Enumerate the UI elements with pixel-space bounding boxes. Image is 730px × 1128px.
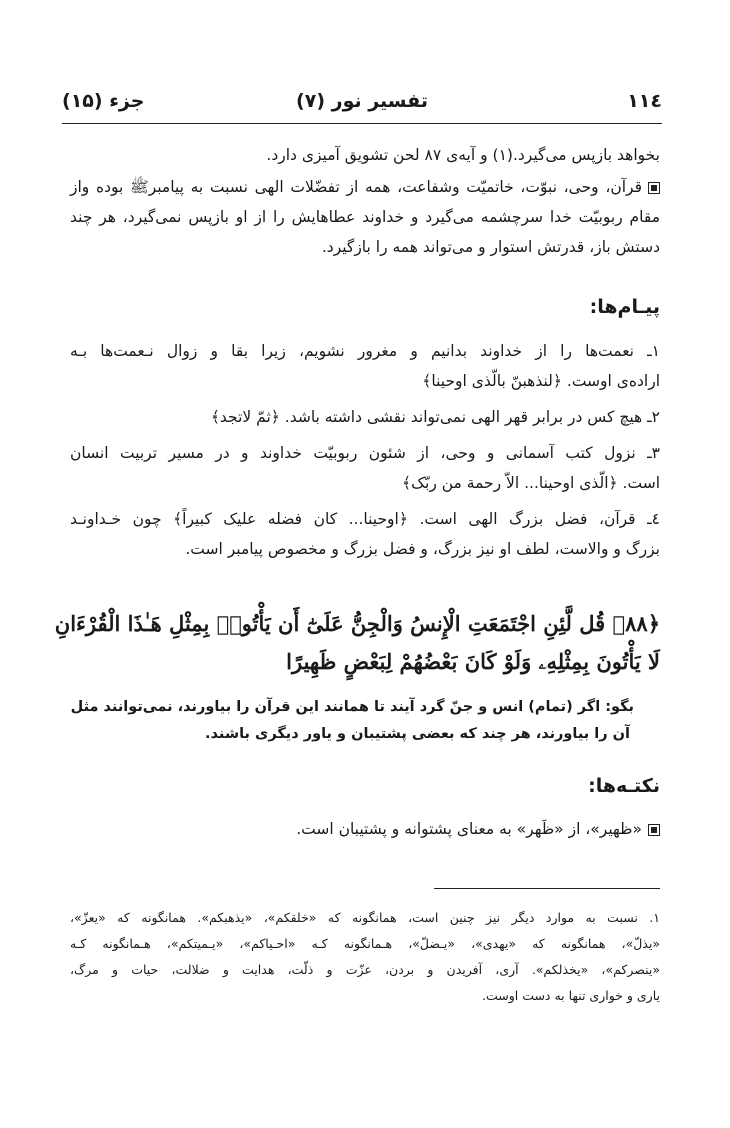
bullet-paragraph — [70, 172, 660, 262]
list-item-line: ۱ـ نعمت‌ها را از خداوند بدانیم و مغرور نشویم، زیرا بقا و زوال نـعمت‌ها بـه — [70, 342, 660, 360]
page-number: ۱۱٤ — [627, 90, 662, 112]
footnote-line: «یذلّ»، همانگونه که «یهدی»، «یـضلّ»، هـمانگونه کـه «احـیاکم»، «یـمیتکم»، هـمانگونه کـه — [70, 936, 660, 951]
page-header — [62, 90, 662, 120]
text-line: دستش باز، قدرتش استوار و می‌تواند همه را بازگیرد. — [321, 238, 660, 256]
list-item-line: ۳ـ نزول کتب آسمانی و وحی، از شئون ربوبیّت خداوند و در مسیر تربیت انسان — [70, 444, 660, 462]
text-span: «ظهیر»، از «ظَهر» به معنای پشتوانه و پشتیبان است. — [296, 820, 642, 838]
translation-line: آن را بیاورند، هر چند که بعضی پشتیبان و یاور دیگری باشند. — [205, 726, 630, 742]
square-bullet-icon — [648, 824, 660, 836]
footnote-line: ۱. نسبت به موارد دیگر نیز چنین است، همانگونه که «خلقکم»، «یذهبکم». همانگونه که «یعزّ»، — [70, 910, 660, 925]
messages-heading: پیـام‌ها: — [589, 296, 660, 318]
intro-paragraph — [70, 140, 660, 170]
text-line — [70, 172, 660, 202]
messages-list — [70, 336, 660, 564]
list-item-line: ۲ـ هیچ کس در برابر قهر الهی نمی‌تواند نقشی داشته باشد. ﴿ثمّ لاتجد﴾ — [210, 408, 660, 426]
text-line: مقام ربوبیّت خدا سرچشمه می‌گیرد و خداوند عطاهایش را از او بازپس نمی‌گیرد، هر چند — [70, 208, 660, 226]
notes-heading: نکتـه‌ها: — [588, 775, 660, 797]
notes-paragraph — [70, 814, 660, 844]
list-item-line: اراده‌ی اوست. ﴿لنذهبنّ بالّذی اوحینا﴾ — [422, 372, 660, 390]
verse-line: ﴿۸۸﴾ قُل لَّئِنِ اجْتَمَعَتِ الْإِنسُ وَالْجِنُّ عَلَىٰٓ أَن يَأْتُوا۟ بِمِثْلِ هَـٰذَا الْقُرْءَانِ — [54, 611, 660, 636]
verse-line: لَا يَأْتُونَ بِمِثْلِهِۦ وَلَوْ كَانَ بَعْضُهُمْ لِبَعْضٍ ظَهِيرًا — [286, 649, 660, 674]
list-item-line: ٤ـ قرآن، فضل بزرگ الهی است. ﴿اوحینا... کان فضله علیک کبیراً﴾ چون خـداونـد — [70, 510, 660, 528]
juz-label: جزء (۱۵) — [62, 90, 145, 112]
header-rule — [62, 123, 662, 124]
text-line — [70, 814, 660, 844]
footnote — [70, 905, 660, 1009]
translation-line: بگو: اگر (تمام) انس و جنّ گرد آیند تا همانند این قرآن را بیاورند، نمی‌توانند مثل — [70, 699, 634, 715]
square-bullet-icon — [648, 182, 660, 194]
text-line: بخواهد بازپس می‌گیرد.(۱) و آیه‌ی ۸۷ لحن تشویق آمیزی دارد. — [266, 146, 660, 164]
verse-translation — [70, 694, 634, 748]
list-item-line: بزرگ و والاست، لطف او نیز بزرگ، و فضل بزرگ و مخصوص پیامبر است. — [185, 540, 660, 558]
quran-verse — [54, 605, 660, 681]
footnote-rule — [434, 888, 660, 889]
list-item-line: است. ﴿الّذی اوحینا... الاّ رحمة من ربّک﴾ — [402, 474, 660, 492]
footnote-line: یاری و خواری تنها به دست اوست. — [481, 988, 660, 1003]
running-title: تفسیر نور (۷) — [296, 90, 428, 112]
text-span: قرآن، وحی، نبوّت، خاتمیّت وشفاعت، همه از تفضّلات الهی نسبت به پیامبرﷺ بوده واز — [70, 178, 642, 196]
footnote-line: «ینصرکم»، «یخذلکم». آری، آفریدن و بردن، عزّت و ذلّت، هدایت و ضلالت، حیات و مرگ، — [70, 962, 660, 977]
